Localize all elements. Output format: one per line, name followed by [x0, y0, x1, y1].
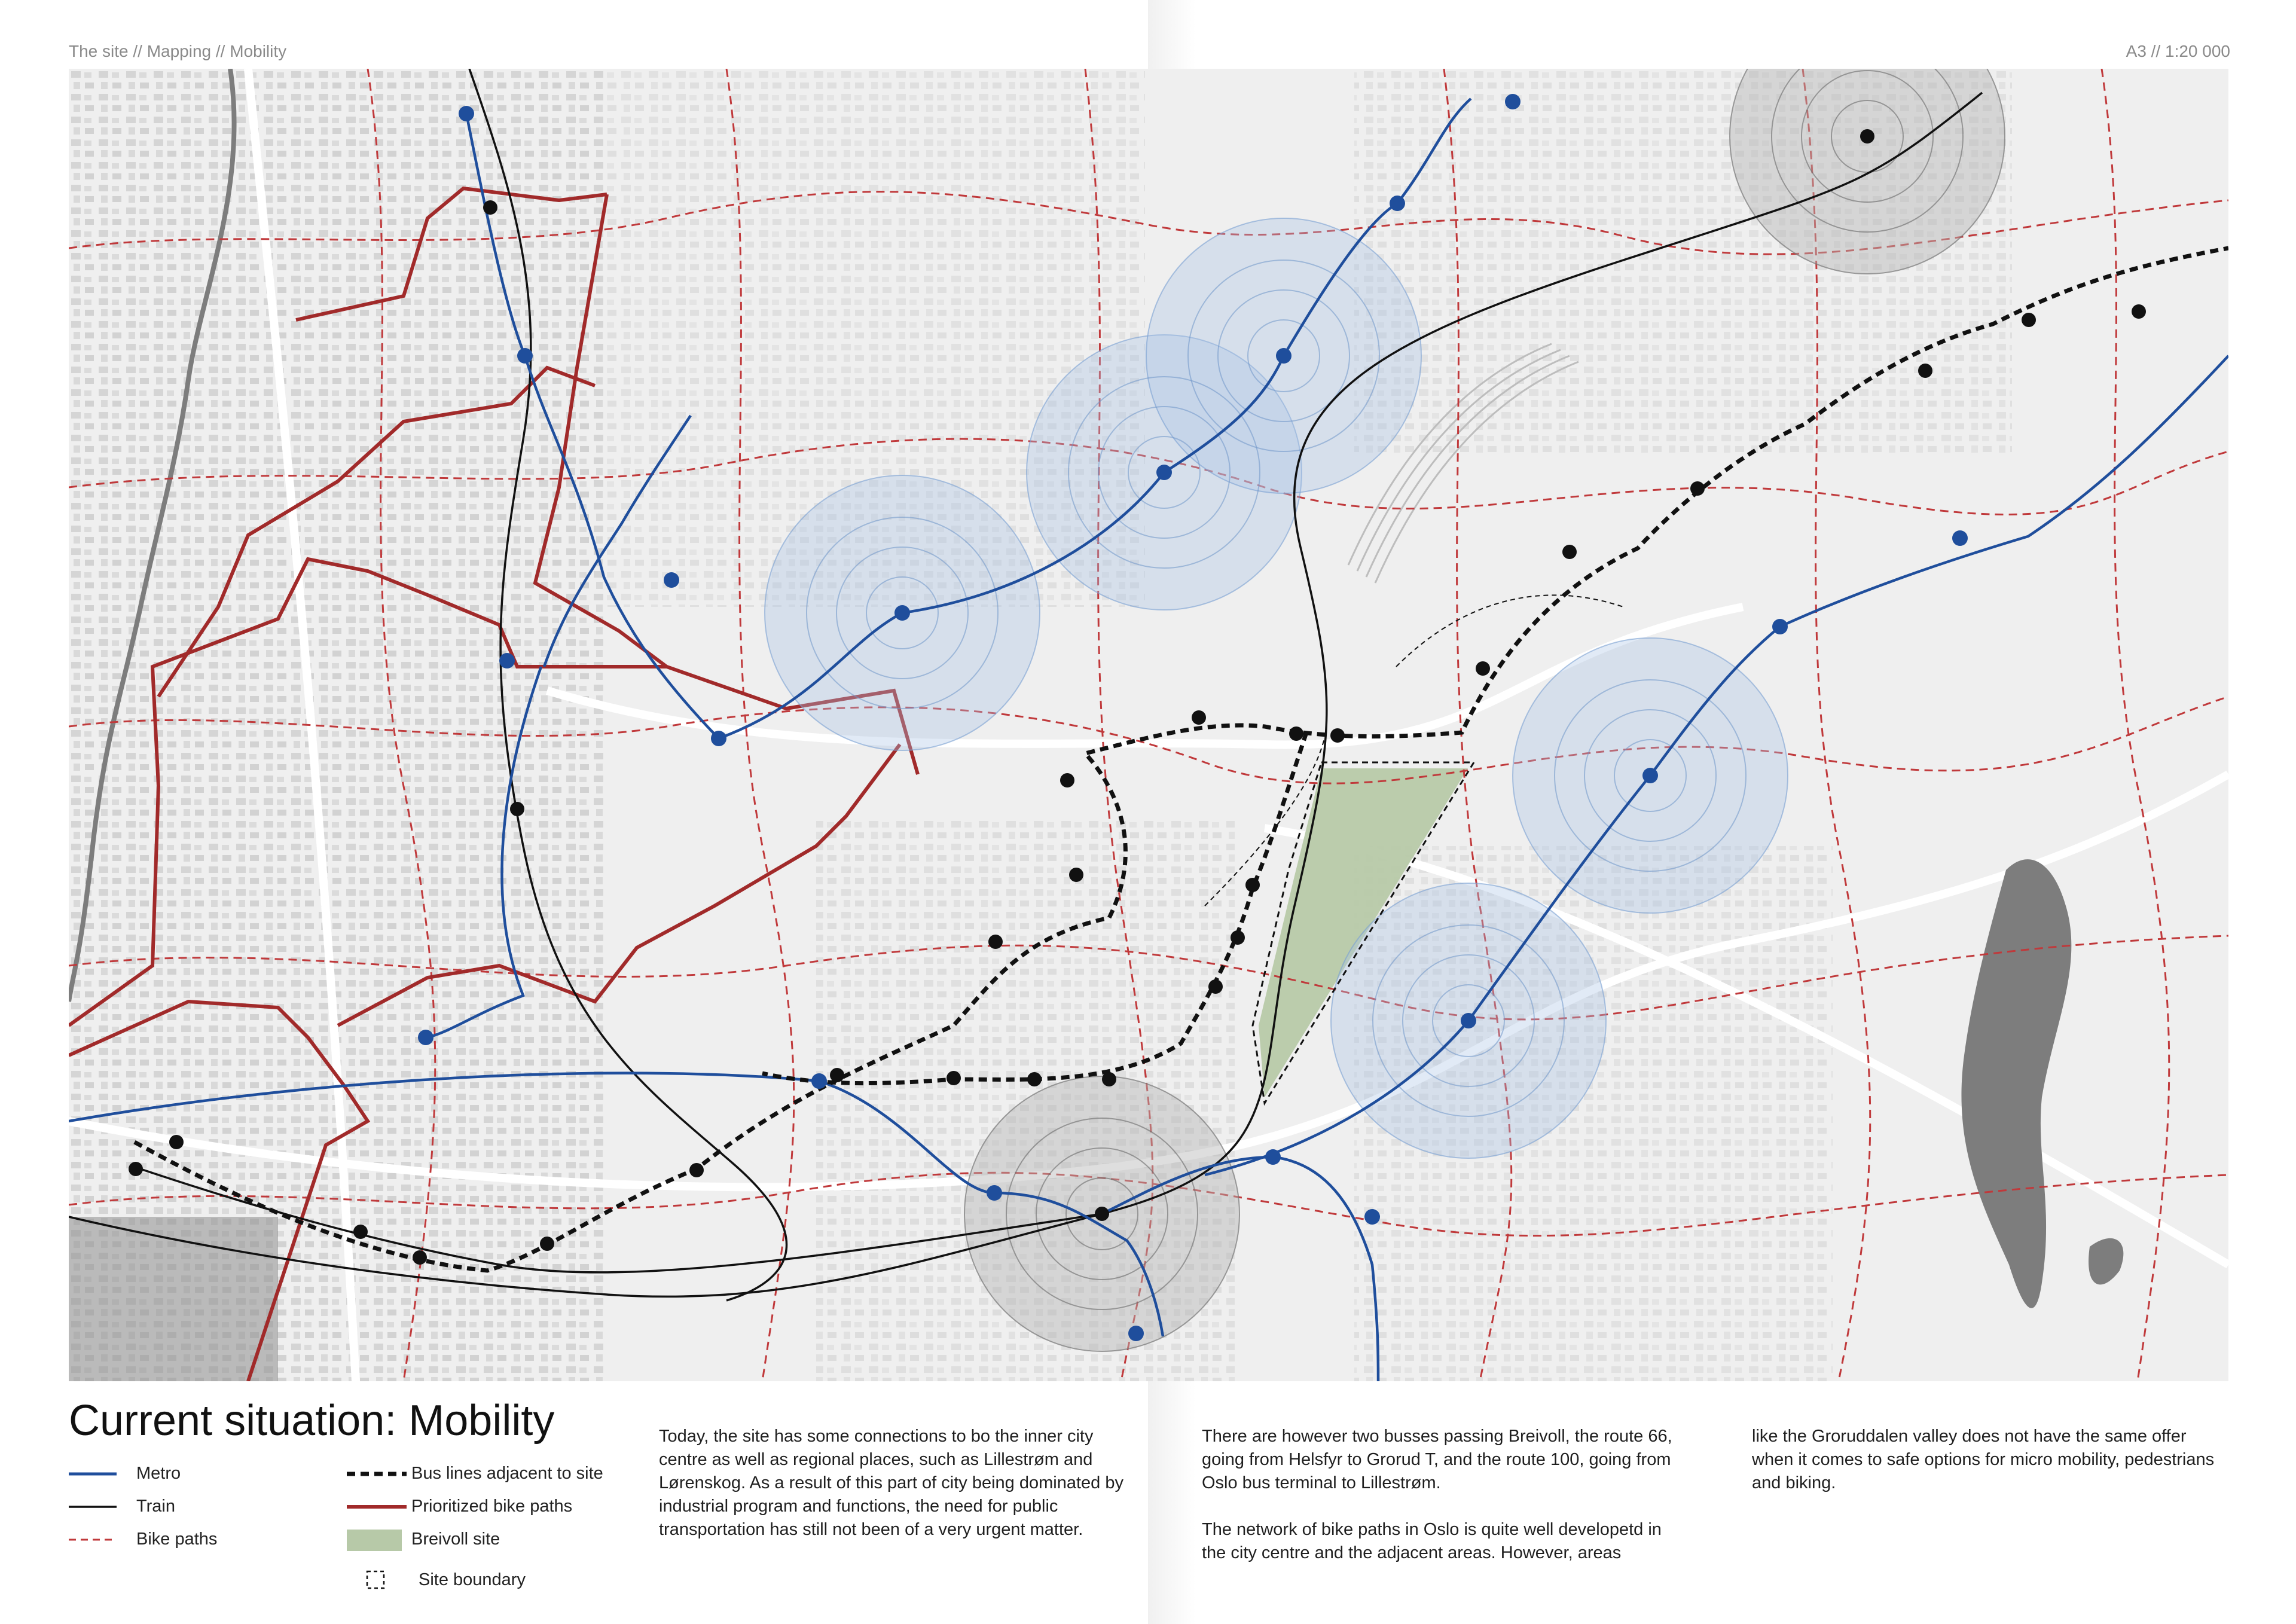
text-column-1	[659, 1425, 1131, 1565]
legend-breivoll-site: Breivoll site	[411, 1530, 500, 1549]
breivoll-site-swatch	[347, 1530, 402, 1551]
scale-label: A3 // 1:20 000	[2126, 42, 2230, 60]
text-column-2	[1202, 1425, 1674, 1588]
text-paragraph: Today, the site has some connections to bo the inner city centre as well as regional places, such as Lillestrøm and Lørenskog. As a result of this part of city being dominated by industrial program and functions, the need for public transportation has still not been of a very urgent matter.	[659, 1427, 1123, 1539]
text-paragraph: like the Groruddalen valley does not have the same offer when it comes to safe options for micro mobility, pedestrians and biking.	[1752, 1427, 2215, 1492]
legend-line-swatches	[69, 1465, 123, 1561]
city-centre-blocks	[69, 69, 607, 1381]
legend-prioritized-bike: Prioritized bike paths	[411, 1497, 573, 1516]
text-paragraph: There are however two busses passing Breivoll, the route 66, going from Helsfyr to Grorud T, and the route 100, going from Oslo bus terminal to Lillestrøm.	[1202, 1427, 1672, 1492]
harbour-buildings	[69, 1217, 278, 1381]
legend-area-swatches	[347, 1465, 413, 1602]
legend-train: Train	[136, 1497, 175, 1516]
page-title: Current situation: Mobility	[69, 1397, 555, 1445]
legend-bus-lines: Bus lines adjacent to site	[411, 1464, 603, 1483]
legend-bike-paths: Bike paths	[136, 1530, 218, 1549]
mobility-map[interactable]	[69, 69, 2228, 1381]
legend-metro: Metro	[136, 1464, 181, 1483]
text-column-3	[1752, 1425, 2224, 1518]
breadcrumb: The site // Mapping // Mobility	[69, 42, 287, 60]
text-paragraph: The network of bike paths in Oslo is quite well developetd in the city centre and the adjacent areas. However, areas	[1202, 1520, 1662, 1562]
legend-site-boundary: Site boundary	[419, 1570, 526, 1589]
site-boundary-swatch	[367, 1571, 384, 1588]
map-canvas	[69, 69, 2228, 1381]
